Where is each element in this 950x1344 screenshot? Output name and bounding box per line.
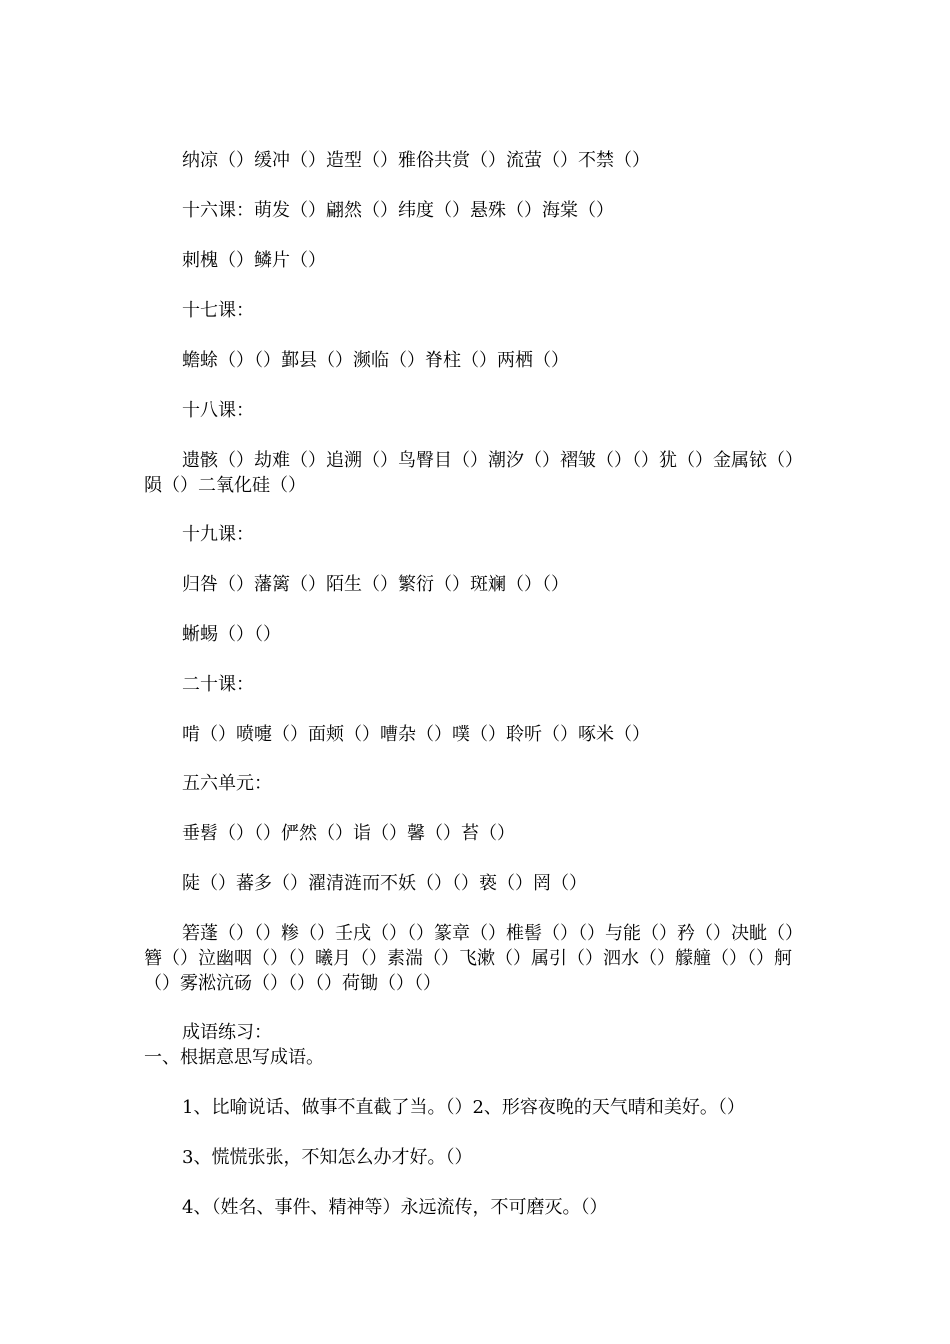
lesson-19-heading: 十九课： <box>182 524 254 545</box>
question-1-2: 1、比喻说话、做事不直截了当。（）2、形容夜晚的天气晴和美好。（） <box>182 1097 745 1118</box>
lesson-19-vocab: 归咎（）藩篱（）陌生（）繁衍（）斑斓（）（） <box>182 574 569 595</box>
unit-56-heading: 五六单元： <box>182 773 272 794</box>
unit-56-vocab-3: 箬蓬（）（）糁（）壬戌（）（）篆章（）椎髻（）（）与能（）矜（）决眦（）簪（）泣幽咽（）（）曦月（）素湍（）飞漱（）属引（）泗水（）艨艟（）（）舸（）雾淞沆砀（）（）（）荷锄（）（） <box>144 923 803 994</box>
lesson-17-heading: 十七课： <box>182 300 254 321</box>
section-one-heading: 一、根据意思写成语。 <box>144 1047 324 1068</box>
lesson-19-vocab-2: 蜥蜴（）（） <box>182 624 281 645</box>
lesson-16-line-2: 刺槐（）鳞片（） <box>182 250 326 271</box>
lesson-16-line: 十六课：萌发（）翩然（）纬度（）悬殊（）海棠（） <box>182 200 614 221</box>
unit-56-vocab-1: 垂髫（）（）俨然（）诣（）馨（）苔（） <box>182 823 515 844</box>
lesson-17-vocab: 蟾蜍（）（）鄞县（）濒临（）脊柱（）两栖（） <box>182 350 569 371</box>
question-3: 3、慌慌张张，不知怎么办才好。（） <box>182 1147 473 1168</box>
lesson-20-vocab: 啃（）喷嚏（）面颊（）嘈杂（）噗（）聆听（）啄米（） <box>182 724 650 745</box>
lesson-18-vocab: 遗骸（）劫难（）追溯（）鸟臀目（）潮汐（）褶皱（）（）犹（）金属铱（）陨（）二氧化硅（） <box>144 450 803 496</box>
question-4: 4、（姓名、事件、精神等）永远流传，不可磨灭。（） <box>182 1197 608 1218</box>
unit-56-vocab-2: 陡（）蕃多（）濯清涟而不妖（）（）亵（）罔（） <box>182 873 587 894</box>
lesson-18-heading: 十八课： <box>182 400 254 421</box>
vocab-line-1: 纳凉（）缓冲（）造型（）雅俗共赏（）流萤（）不禁（） <box>182 150 650 171</box>
lesson-20-heading: 二十课： <box>182 674 254 695</box>
idiom-practice-heading: 成语练习： <box>182 1022 272 1043</box>
